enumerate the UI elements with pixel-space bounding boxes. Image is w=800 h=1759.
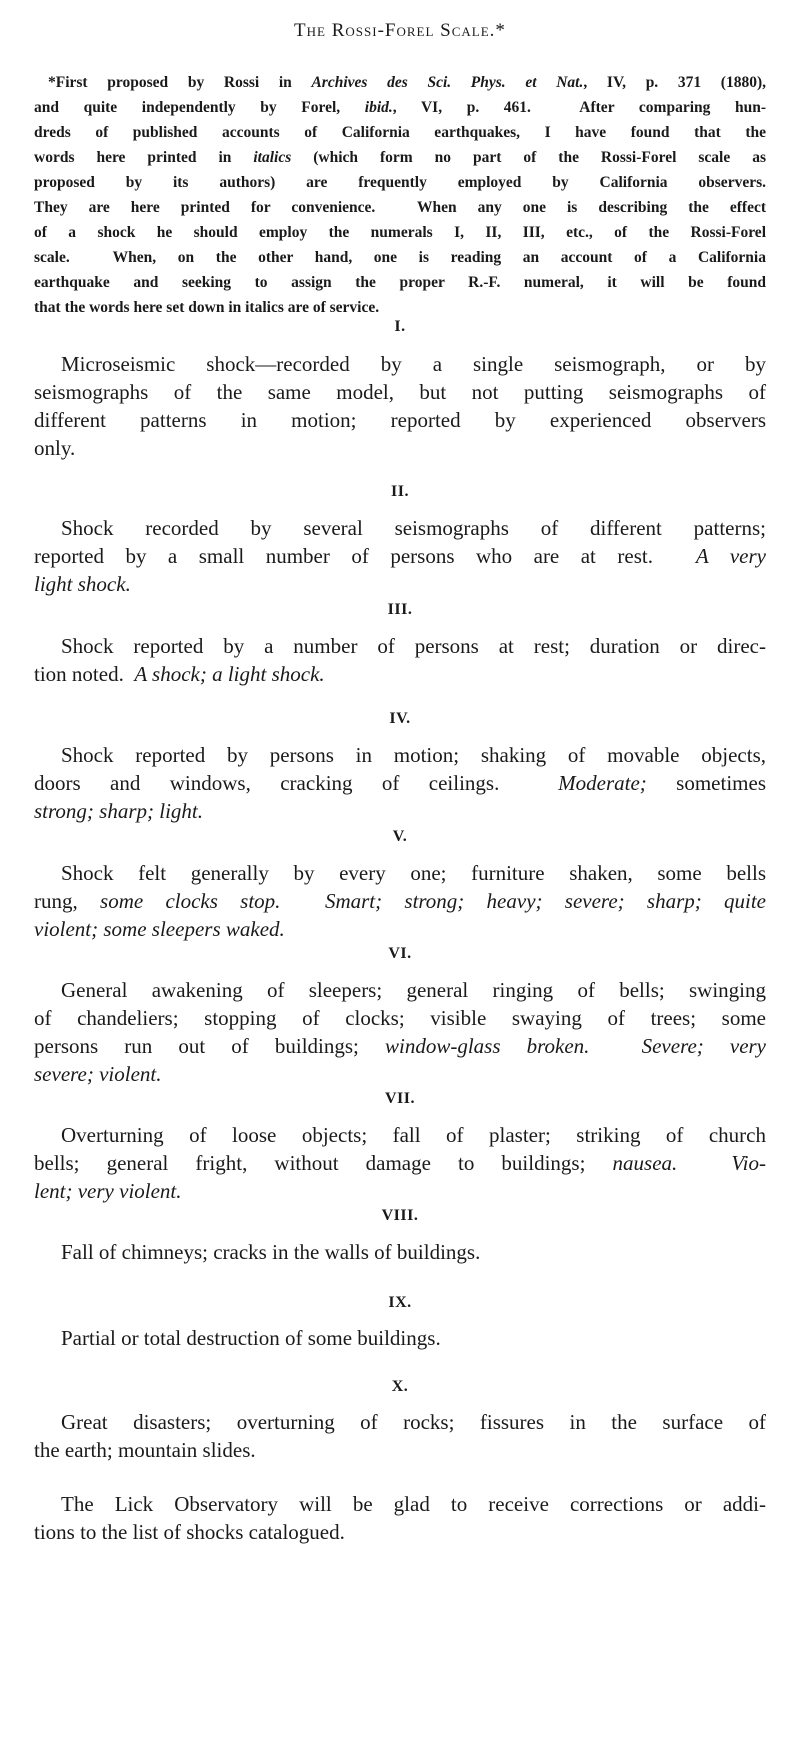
footnote (34, 70, 766, 320)
text-line (34, 1060, 766, 1088)
text-line (34, 1032, 766, 1060)
text-line (34, 145, 766, 170)
text-run: of chandeliers; stopping of clocks; visible swaying of trees; some (34, 1006, 766, 1030)
degree-description (34, 350, 766, 462)
text-line (34, 542, 766, 570)
degree-description (34, 632, 766, 688)
text-run: Shock reported by a number of persons at rest; duration or direc- (61, 634, 766, 658)
italic-term: Archives des Sci. Phys. et Nat. (311, 74, 584, 91)
text-run: The Lick Observatory will be glad to receive corrections or addi- (61, 1492, 766, 1516)
text-run: *First proposed by Rossi in (48, 74, 312, 91)
text-run: Partial or total destruction of some buildings. (61, 1326, 441, 1350)
text-line (34, 245, 766, 270)
text-line (34, 1177, 766, 1205)
text-line (34, 406, 766, 434)
text-line (34, 195, 766, 220)
text-line (34, 1324, 766, 1352)
text-run: that the words here set down in italics are of service. (34, 299, 380, 316)
degree-numeral: I. (394, 318, 406, 335)
text-run: the earth; mountain slides. (34, 1438, 256, 1462)
text-run: sometimes (646, 771, 766, 795)
text-run: tion noted. (34, 662, 135, 686)
text-run: seismographs of the same model, but not putting seismographs of (34, 380, 766, 404)
text-run: persons run out of buildings; (34, 1034, 385, 1058)
degree-description (34, 859, 766, 943)
text-line (34, 1436, 766, 1464)
text-line (34, 70, 766, 95)
text-run: rung, (34, 889, 101, 913)
text-line (34, 514, 766, 542)
text-run: doors and windows, cracking of ceilings. (34, 771, 559, 795)
text-line (34, 1121, 766, 1149)
text-line (34, 632, 766, 660)
text-run: Overturning of loose objects; fall of plaster; striking of church (61, 1123, 766, 1147)
text-line (34, 1518, 766, 1546)
degree-numeral: III. (387, 601, 413, 618)
text-line (34, 95, 766, 120)
text-line (34, 1149, 766, 1177)
degree-description (34, 514, 766, 598)
text-run: bells; general fright, without damage to buildings; (34, 1151, 613, 1175)
text-line (34, 769, 766, 797)
text-run: Shock felt generally by every one; furniture shaken, some bells (61, 861, 766, 885)
degree-numeral: VI. (388, 945, 412, 962)
degree-numeral: IV. (389, 710, 411, 727)
degree-description (34, 1238, 766, 1266)
degree-description (34, 1324, 766, 1352)
italic-term: lent; very violent. (34, 1179, 182, 1203)
degree-numeral: V. (392, 828, 408, 845)
italic-term: italics (253, 149, 292, 166)
text-line (34, 170, 766, 195)
text-run: only. (34, 436, 76, 460)
text-run: Microseismic shock—recorded by a single seismograph, or by (61, 352, 766, 376)
degree-numeral: IX. (388, 1294, 412, 1311)
text-line (34, 1490, 766, 1518)
text-line (34, 434, 766, 462)
text-run: Shock recorded by several seismographs of different patterns; (61, 516, 766, 540)
degree-numeral: VIII. (381, 1207, 419, 1224)
text-line (34, 741, 766, 769)
text-run: , VI, p. 461. After comparing hun- (392, 99, 767, 116)
text-line (34, 350, 766, 378)
text-line (34, 270, 766, 295)
text-run: and quite independently by Forel, (34, 99, 365, 116)
italic-term: A shock; a light shock. (134, 662, 325, 686)
text-line (34, 887, 766, 915)
text-line (34, 1004, 766, 1032)
degree-numeral: X. (391, 1378, 409, 1395)
text-line (34, 660, 766, 688)
text-run: dreds of published accounts of California earthquakes, I have found that the (34, 124, 766, 141)
degree-description (34, 1121, 766, 1205)
text-run: , IV, p. 371 (1880), (583, 74, 766, 91)
text-line (34, 1408, 766, 1436)
degree-numeral: VII. (384, 1090, 415, 1107)
text-run: tions to the list of shocks catalogued. (34, 1520, 345, 1544)
text-line (34, 220, 766, 245)
italic-term: ibid. (364, 99, 393, 116)
degree-description (34, 976, 766, 1088)
text-line (34, 570, 766, 598)
italic-term: light shock. (34, 572, 131, 596)
italic-term: strong; sharp; light. (34, 799, 203, 823)
text-run: words here printed in (34, 149, 254, 166)
text-run: different patterns in motion; reported by experienced observers (34, 408, 766, 432)
degree-description (34, 1408, 766, 1464)
italic-term: violent; some sleepers waked. (34, 917, 285, 941)
italic-term: nausea. Vio- (612, 1151, 766, 1175)
italic-term: some clocks stop. Smart; strong; heavy; severe; sharp; quite (100, 889, 766, 913)
text-line (34, 1238, 766, 1266)
text-run: Shock reported by persons in motion; shaking of movable objects, (61, 743, 766, 767)
italic-term: window-glass broken. Severe; very (385, 1034, 767, 1058)
text-run: (which form no part of the Rossi-Forel scale as (291, 149, 766, 166)
text-run: General awakening of sleepers; general ringing of bells; swinging (61, 978, 766, 1002)
degree-numeral: II. (391, 483, 409, 500)
text-run: Fall of chimneys; cracks in the walls of buildings. (61, 1240, 481, 1264)
text-line (34, 915, 766, 943)
text-line (34, 976, 766, 1004)
italic-term: severe; violent. (34, 1062, 162, 1086)
italic-term: Moderate; (558, 771, 647, 795)
text-run: Great disasters; overturning of rocks; fissures in the surface of (61, 1410, 766, 1434)
page-title: The Rossi-Forel Scale.* (294, 20, 506, 41)
closing-note (34, 1490, 766, 1546)
text-line (34, 797, 766, 825)
degree-description (34, 741, 766, 825)
italic-term: A very (695, 544, 766, 568)
text-run: scale. When, on the other hand, one is reading an account of a California (34, 249, 766, 266)
text-run: earthquake and seeking to assign the proper R.-F. numeral, it will be found (34, 274, 766, 291)
text-line (34, 378, 766, 406)
text-run: They are here printed for convenience. When any one is describing the effect (34, 199, 766, 216)
text-line (34, 120, 766, 145)
text-run: reported by a small number of persons who are at rest. (34, 544, 696, 568)
text-run: proposed by its authors) are frequently employed by California observers. (34, 174, 766, 191)
text-run: of a shock he should employ the numerals I, II, III, etc., of the Rossi-Forel (34, 224, 766, 241)
text-line (34, 859, 766, 887)
text-line (34, 295, 766, 320)
